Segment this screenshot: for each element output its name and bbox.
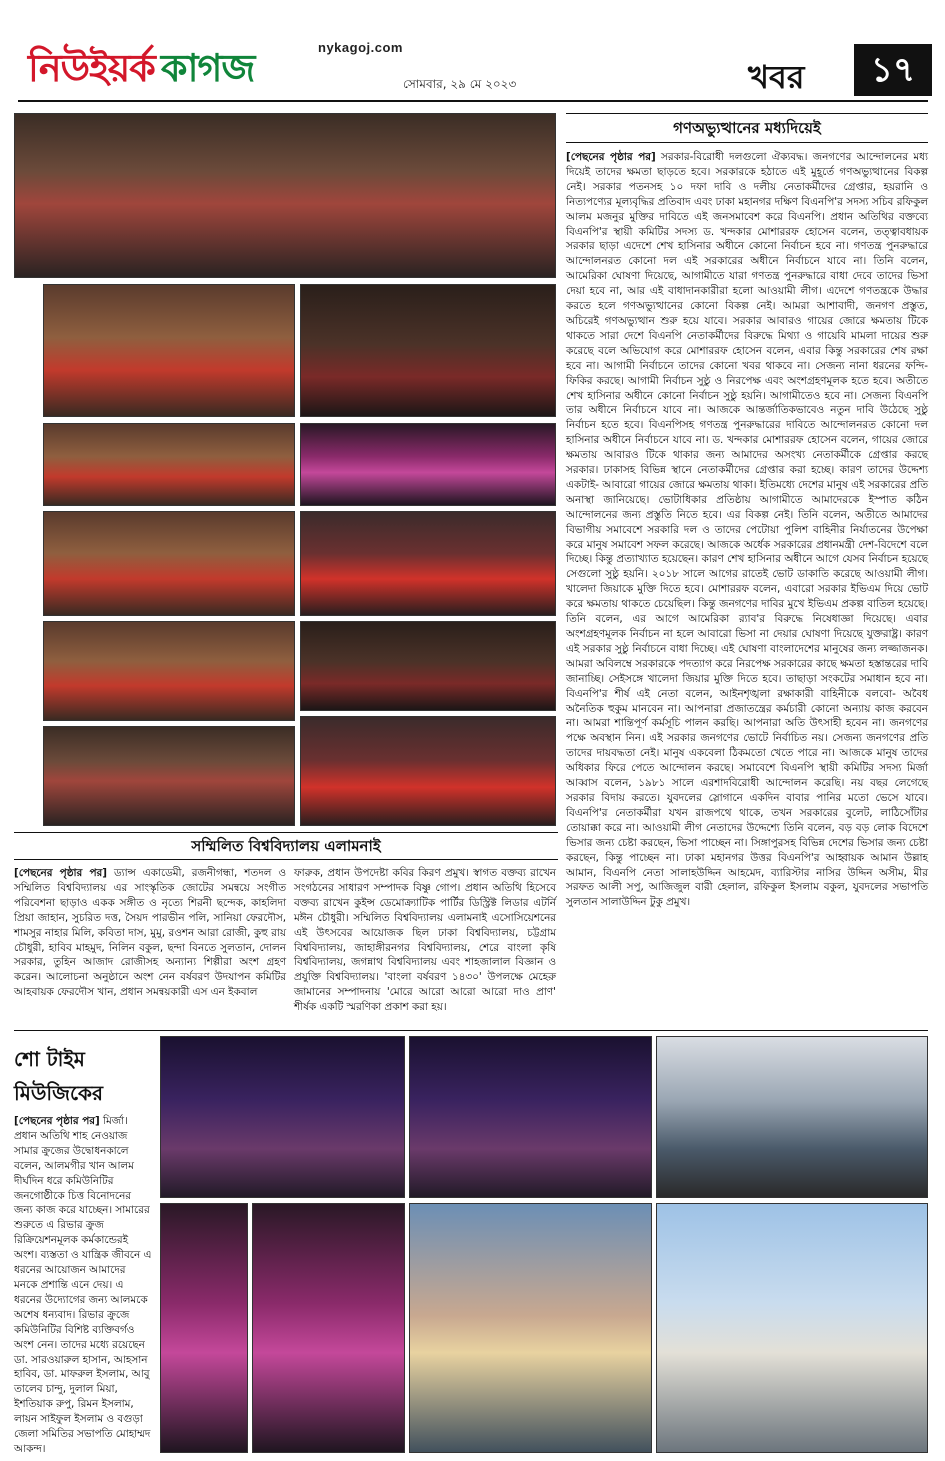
story3-lead: [পেছনের পৃষ্ঠার পর] xyxy=(14,1115,100,1127)
story1-text: সরকার-বিরোধী দলগুলো ঐক্যবদ্ধ। জনগণের আন্দোলনের মধ্য দিয়েই তাদের ক্ষমতা ছাড়তে হবে। সরকারকে হঠাতে এই মুহূর্তে গণঅভ্যুত্থানের বিকল্প নেই। সরকার পতনসহ ১০ দফা দাবি ও দলীয় নেতাকর্মীদের গ্রেপ্তার, হয়রানি ও নিত্যপণ্যের মূল্যবৃদ্ধির প্রতিবাদ এবং ঢাকা মহানগর দক্ষিণ বিএনপি'র সদস্য সচিব রফিকুল আলম মজনুর মুক্তির দাবিতে এই জনসমাবেশ করে বিএনপি। প্রধান অতিথির বক্তব্যে বিএনপি'র স্থায়ী কমিটির সদস্য ড. খন্দকার মোশাররফ হোসেন বলেন, তত্ত্বাবধায়ক সরকার ছাড়া এদেশে শেখ হাসিনার অধীনে কোনো নির্বাচন হবে না। গণতন্ত্র পুনরুদ্ধারে আন্দোলনরত কোনো দল এই সরকারের অধীনে নির্বাচনে যাবে না। তিনি বলেন, আমেরিকা ঘোষণা দিয়েছে, আগামীতে যারা গণতন্ত্র পুনরুদ্ধারে বাধা দেবে তাদের ভিসা দেয়া হবে না, আর এই বাধাদানকারীরা হলো আওয়ামী লীগ। এদেশে গণতন্ত্রকে উদ্ধার করতে হলে গণঅভ্যুত্থানের কোনো বিকল্প নেই। আমরা আশাবাদী, জনগণ প্রস্তুত, অচিরেই গণঅভ্যুত্থান শুরু হয়ে যাবে। সরকার আবারও গায়ের জোরে ক্ষমতায় টিকে থাকতে সারা দেশে বিএনপি নেতাকর্মীদের বিরুদ্ধে মিথ্যা ও গায়েবি মামলা দায়ের শুরু করেছে বলে অভিযোগ করে মোশাররফ হোসেন বলেন, এবার কিন্তু সরকারের শেষ রক্ষা হবে না। আগামী নির্বাচনে তাদের কোনো খবর থাকবে না। সেজন্য নানা ধরনের ফন্দি-ফিকির করছে। আগামী নির্বাচন সুষ্ঠু ও নিরপেক্ষ এবং অংশগ্রহণমূলক হতে হবে। অতীতে শেখ হাসিনার অধীনে কোনো নির্বাচন সুষ্ঠু হয়নি। আগামীতেও হবে না। সেজন্য বিএনপি তার অধীনে নির্বাচনে যাবে না। আজকে আন্তর্জাতিকভাবেও নতুন দাবি উঠেছে সুষ্ঠু নির্বাচন হতে হবে। বিএনপিসহ গণতন্ত্র পুনরুদ্ধারের দাবিতে আন্দোলনরত কোনো দল হাসিনার অধীনে নির্বাচনে যাবে না। ড. খন্দকার মোশাররফ হোসেন বলেন, গায়ের জোরে ক্ষমতায় আবারও টিকে থাকার জন্য আমাদের অসংখ্য নেতাকর্মীকে গ্রেপ্তার করছে সরকার। ঢাকাসহ বিভিন্ন স্থানে নেতাকর্মীদের গ্রেপ্তার করা হচ্ছে। কারণ তাদের উদ্দেশ্য একটাই- আবারো গায়ের জোরে ক্ষমতায় থাকা। ইতিমধ্যে দেশের মানুষ এই সরকারের প্রতি অনাস্থা জানিয়েছে। ভোটাধিকার প্রতিষ্ঠায় আগামীতে আমাদেরকে ইস্পাত কঠিন আন্দোলনের জন্য প্রস্তুতি নিতে হবে। এর বিকল্প নেই। তিনি বলেন, অতীতে আমাদের বিভাগীয় সমাবেশে সরকারি দল ও তাদের পেটোয়া পুলিশ বাহিনীর নির্যাতনের উপেক্ষা করে মানুষ সমাবেশ সফল করেছে। আজকে অর্ধেক সরকারের প্রধানমন্ত্রী দেশ-বিদেশে বলে দিচ্ছে। কিন্তু প্রত্যাখ্যাত হয়েছেন। কারণ শেখ হাসিনার অধীনে আগে যেসব নির্বাচন হয়েছে সেগুলো সুষ্ঠু হয়নি। ২০১৮ সালে আগের রাতেই ভোট ডাকাতি করেছে আওয়ামী লীগ। খালেদা জিয়াকে মুক্তি দিতে হবে। মোশাররফ বলেন, এবারো সরকার ইভিএম দিয়ে ভোট করে ক্ষমতায় থাকতে চেয়েছিল। কিন্তু জনগণের দাবির মুখে ইভিএম প্রকল্প বাতিল হয়েছে। তিনি বলেন, এর আগে আমেরিকা র‍্যাব'র বিরুদ্ধে নিষেধাজ্ঞা দিয়েছে। এবার অংশগ্রহণমূলক নির্বাচন না হলে আবারো ভিসা না দেয়ার ঘোষণা দিয়েছে যুক্তরাষ্ট্র। কারণ এই সরকার সুষ্ঠু নির্বাচনে বাধা দিচ্ছে। এই ঘোষণা বাংলাদেশের মানুষের জন্য লজ্জাজনক। আমরা অবিলম্বে সরকারকে পদত্যাগ করে নিরপেক্ষ সরকারের কাছে ক্ষমতা হস্তান্তরের দাবি জানাচ্ছি। সেইসঙ্গে খালেদা জিয়ার মুক্তি দিতে হবে। তাছাড়া সংকটের সমাধান হবে না। বিএনপি'র শীর্ষ এই নেতা বলেন, আইনশৃঙ্খলা রক্ষাকারী বাহিনীকে বলবো- অবৈধ অনৈতিক হুকুম মানবেন না। আপনারা প্রজাতন্ত্রের কর্মচারী কোনো অন্যায় কাজ করবেন না। আমরা শান্তিপূর্ণ কর্মসূচি পালন করছি। আপনারা অতি উৎসাহী হবেন না। জনগণের পক্ষে অবস্থান নিন। এই সরকার জনগণের ভোটে নির্বাচিত নয়। সেজন্য জনগণের প্রতি তাদের দায়বদ্ধতা নেই। মানুষ একবেলা ঠিকমতো খেতে পারে না। আজকে মানুষ তাদের অধিকার ফিরে পেতে আন্দোলন করছে। সমাবেশে বিএনপি স্থায়ী কমিটির সদস্য মির্জা আব্বাস বলেন, ১৯৮১ সালে এরশাদবিরোধী আন্দোলন করেছি। নয় বছর লেগেছে সরকার বিদায় করতে। যুবদলের স্লোগানে একদিন বাবার পানির মতো ভেসে যাবে। বিএনপি'র নেতাকর্মীরা যখন রাজপথে থাকে, তখন সরকারের বুলেট, লাঠিসোঁটার তোয়াক্কা করে না। আওয়ামী লীগ নেতাদের উদ্দেশ্যে তিনি বলেন, বড় বড় লোক বিদেশে ভিসার জন্য চেষ্টা করছেন, ভিসা পাচ্ছেন না। সিঙ্গাপুরসহ বিভিন্ন দেশের ভিসার জন্য চেষ্টা করছেন, কিন্তু পাচ্ছেন না। ঢাকা মহানগর উত্তর বিএনপি'র আহ্বায়ক আমান উল্লাহ আমান, বিএনপি নেতা সালাহউদ্দিন আহমেদ, ব্যারিস্টার নাসির উদ্দিন অসীম, মীর সরফত আলী সপু, আজিজুল বারী হেলাল, রফিকুল ইসলাম বকুল, যুবদলের সভাপতি সুলতান সালাউদ্দিন টুকু প্রমুখ। xyxy=(566,151,928,909)
photo-audience-hall xyxy=(300,621,556,711)
masthead xyxy=(18,22,928,94)
photo-cruise-crowd xyxy=(409,1036,652,1198)
logo-part-kagoj: কাগজ xyxy=(160,46,255,90)
photo-stage-group xyxy=(14,113,556,278)
photo-audience-seated xyxy=(300,423,556,506)
story2-col2 xyxy=(294,866,556,1024)
photo-guests-left-2 xyxy=(43,423,295,506)
photo-cruise-presentation xyxy=(656,1036,928,1198)
photo-male-singer xyxy=(252,1203,405,1453)
photo-cruise-dancing xyxy=(160,1036,405,1198)
photo-guest-speaking xyxy=(300,284,556,417)
photo-ladies-deck xyxy=(656,1203,928,1453)
page-number: ১৭ xyxy=(854,44,932,96)
story1-lead: [পেছনের পৃষ্ঠার পর] xyxy=(566,151,656,163)
story2-col1-text: ড্যান্স একাডেমী, রজনীগন্ধা, শতদল ও সম্মিলিত বিশ্ববিদ্যালয় এর সাংস্কৃতিক জোটের সমন্বয়ে সংগীত পরিবেশনা ছাড়াও একক সঙ্গীত ও নৃত্যে শিরনী ছন্দেক, কাহলিদা প্রিয়া জাহান, সুচরিত দত্ত, সৈয়দ পারভীন পলি, সানিয়া ফেরদৌস, শামসুর নাহার মিলি, কবিতা দাস, মুমু, রওশন আরা রোজী, কুহু রায় চৌধুরী, হাবিব মাহমুদ, নিলিন বকুল, ছন্দা বিনতে সুলতান, দোলন সরকার, তুহিন আজাদ রোজীসহ অন্যান্য শিল্পীরা অংশ গ্রহণ করেন। আলোচনা অনুষ্ঠানে অংশ নেন বর্ষবরণ উদযাপন কমিটির আহবায়ক ফেরদৌস খান, প্রধান সমন্বয়কারী এস এন ইকবাল xyxy=(14,867,286,999)
photo-guests-left-1 xyxy=(43,284,295,417)
photo-singer-stage xyxy=(43,726,295,826)
photo-dancers-1 xyxy=(300,511,556,616)
story2-headline: সম্মিলিত বিশ্ববিদ্যালয় এলামনাই xyxy=(14,832,558,860)
header-divider xyxy=(18,100,928,102)
story3-headline-line2: মিউজিকের xyxy=(14,1081,104,1105)
photo-guests-left-3 xyxy=(43,511,295,616)
photo-female-singer xyxy=(160,1203,248,1453)
photo-group-waterfront xyxy=(409,1203,652,1453)
logo-part-newyork: নিউইয়র্ক xyxy=(28,46,155,90)
newspaper-logo[interactable] xyxy=(28,48,254,88)
story2-lead: [পেছনের পৃষ্ঠার পর] xyxy=(14,867,108,879)
story2-col2-text: ফারুক, প্রধান উপদেষ্টা কবির কিরণ প্রমুখ। স্বাগত বক্তব্য রাখেন সংগঠনের সাধারণ সম্পাদক বিষ্ণু গোপ। প্রধান অতিথি হিসেবে বক্তব্য রাখেন কুইন্স ডেমোক্র্যাটিক পার্টির ডিস্ট্রিক্ট লিডার এটর্নি মঈন চৌধুরী। সম্মিলিত বিশ্ববিদ্যালয় এলামনাই এসোসিয়েশনের এই উৎসবের আয়োজক ছিল ঢাকা বিশ্ববিদ্যালয়, চট্টগ্রাম বিশ্ববিদ্যালয়, জাহাঙ্গীরনগর বিশ্ববিদ্যালয়, শেরে বাংলা কৃষি বিশ্ববিদ্যালয়, জগন্নাথ বিশ্ববিদ্যালয় এবং শাহজালাল বিজ্ঞান ও প্রযুক্তি বিশ্ববিদ্যালয়। 'বাংলা বর্ষবরণ ১৪৩০' উপলক্ষে মেহেরু জামানের সম্পাদনায় 'মোরে আরো আরো আরো দাও প্রাণ' শীর্ষক একটি স্মরণিকা প্রকাশ করা হয়। xyxy=(294,867,556,1014)
section-divider xyxy=(14,1030,928,1031)
story3-body xyxy=(14,1114,152,1454)
story3-text: মির্জা। প্রধান অতিথি শাহ নেওয়াজ সামার ক্রুজের উদ্বোধনকালে বলেন, আলমগীর খান আলম দীর্ঘদিন ধরে কমিউনিটির জনগোষ্ঠীকে চিত্ত বিনোদনের জন্য কাজ করে যাচ্ছেন। সামারের শুরুতে এ রিভার ক্রুজ রিক্রিয়েশনমূলক কর্মকান্ডেরই অংশ। ব্যস্ততা ও যান্ত্রিক জীবনে এ ধরনের আয়োজন আমাদের মনকে প্রশান্তি এনে দেয়। এ ধরনের উদ্যোগের জন্য আলমকে অশেষ ধন্যবাদ। রিভার ক্রুজে কমিউনিটির বিশিষ্ট ব্যক্তিবর্গও অংশ নেন। তাদের মধ্যে রয়েছেন ডা. সারওয়ারুল হাসান, আহসান হাবিব, ডা. মাফরুল ইসলাম, আবু তালেব চান্দু, দুলাল মিয়া, ইশতিয়াক রুপু, রিমন ইসলাম, লায়ন সাইফুল ইসলাম ও বগুড়া জেলা সমিতির সভাপতি মোহাম্মদ আকন্দ। xyxy=(14,1115,152,1455)
photo-guests-left-4 xyxy=(43,621,295,721)
story3-headline-line1: শো টাইম xyxy=(14,1047,85,1071)
story2-col1 xyxy=(14,866,286,1024)
story1-headline: গণঅভ্যুত্থানের মধ্যদিয়েই xyxy=(566,113,928,143)
photo-dancers-2 xyxy=(300,716,556,826)
section-title: খবর xyxy=(748,58,805,96)
website-url[interactable]: nykagoj.com xyxy=(318,40,403,55)
issue-date: সোমবার, ২৯ মে ২০২৩ xyxy=(403,77,517,91)
story1-body xyxy=(566,150,928,909)
